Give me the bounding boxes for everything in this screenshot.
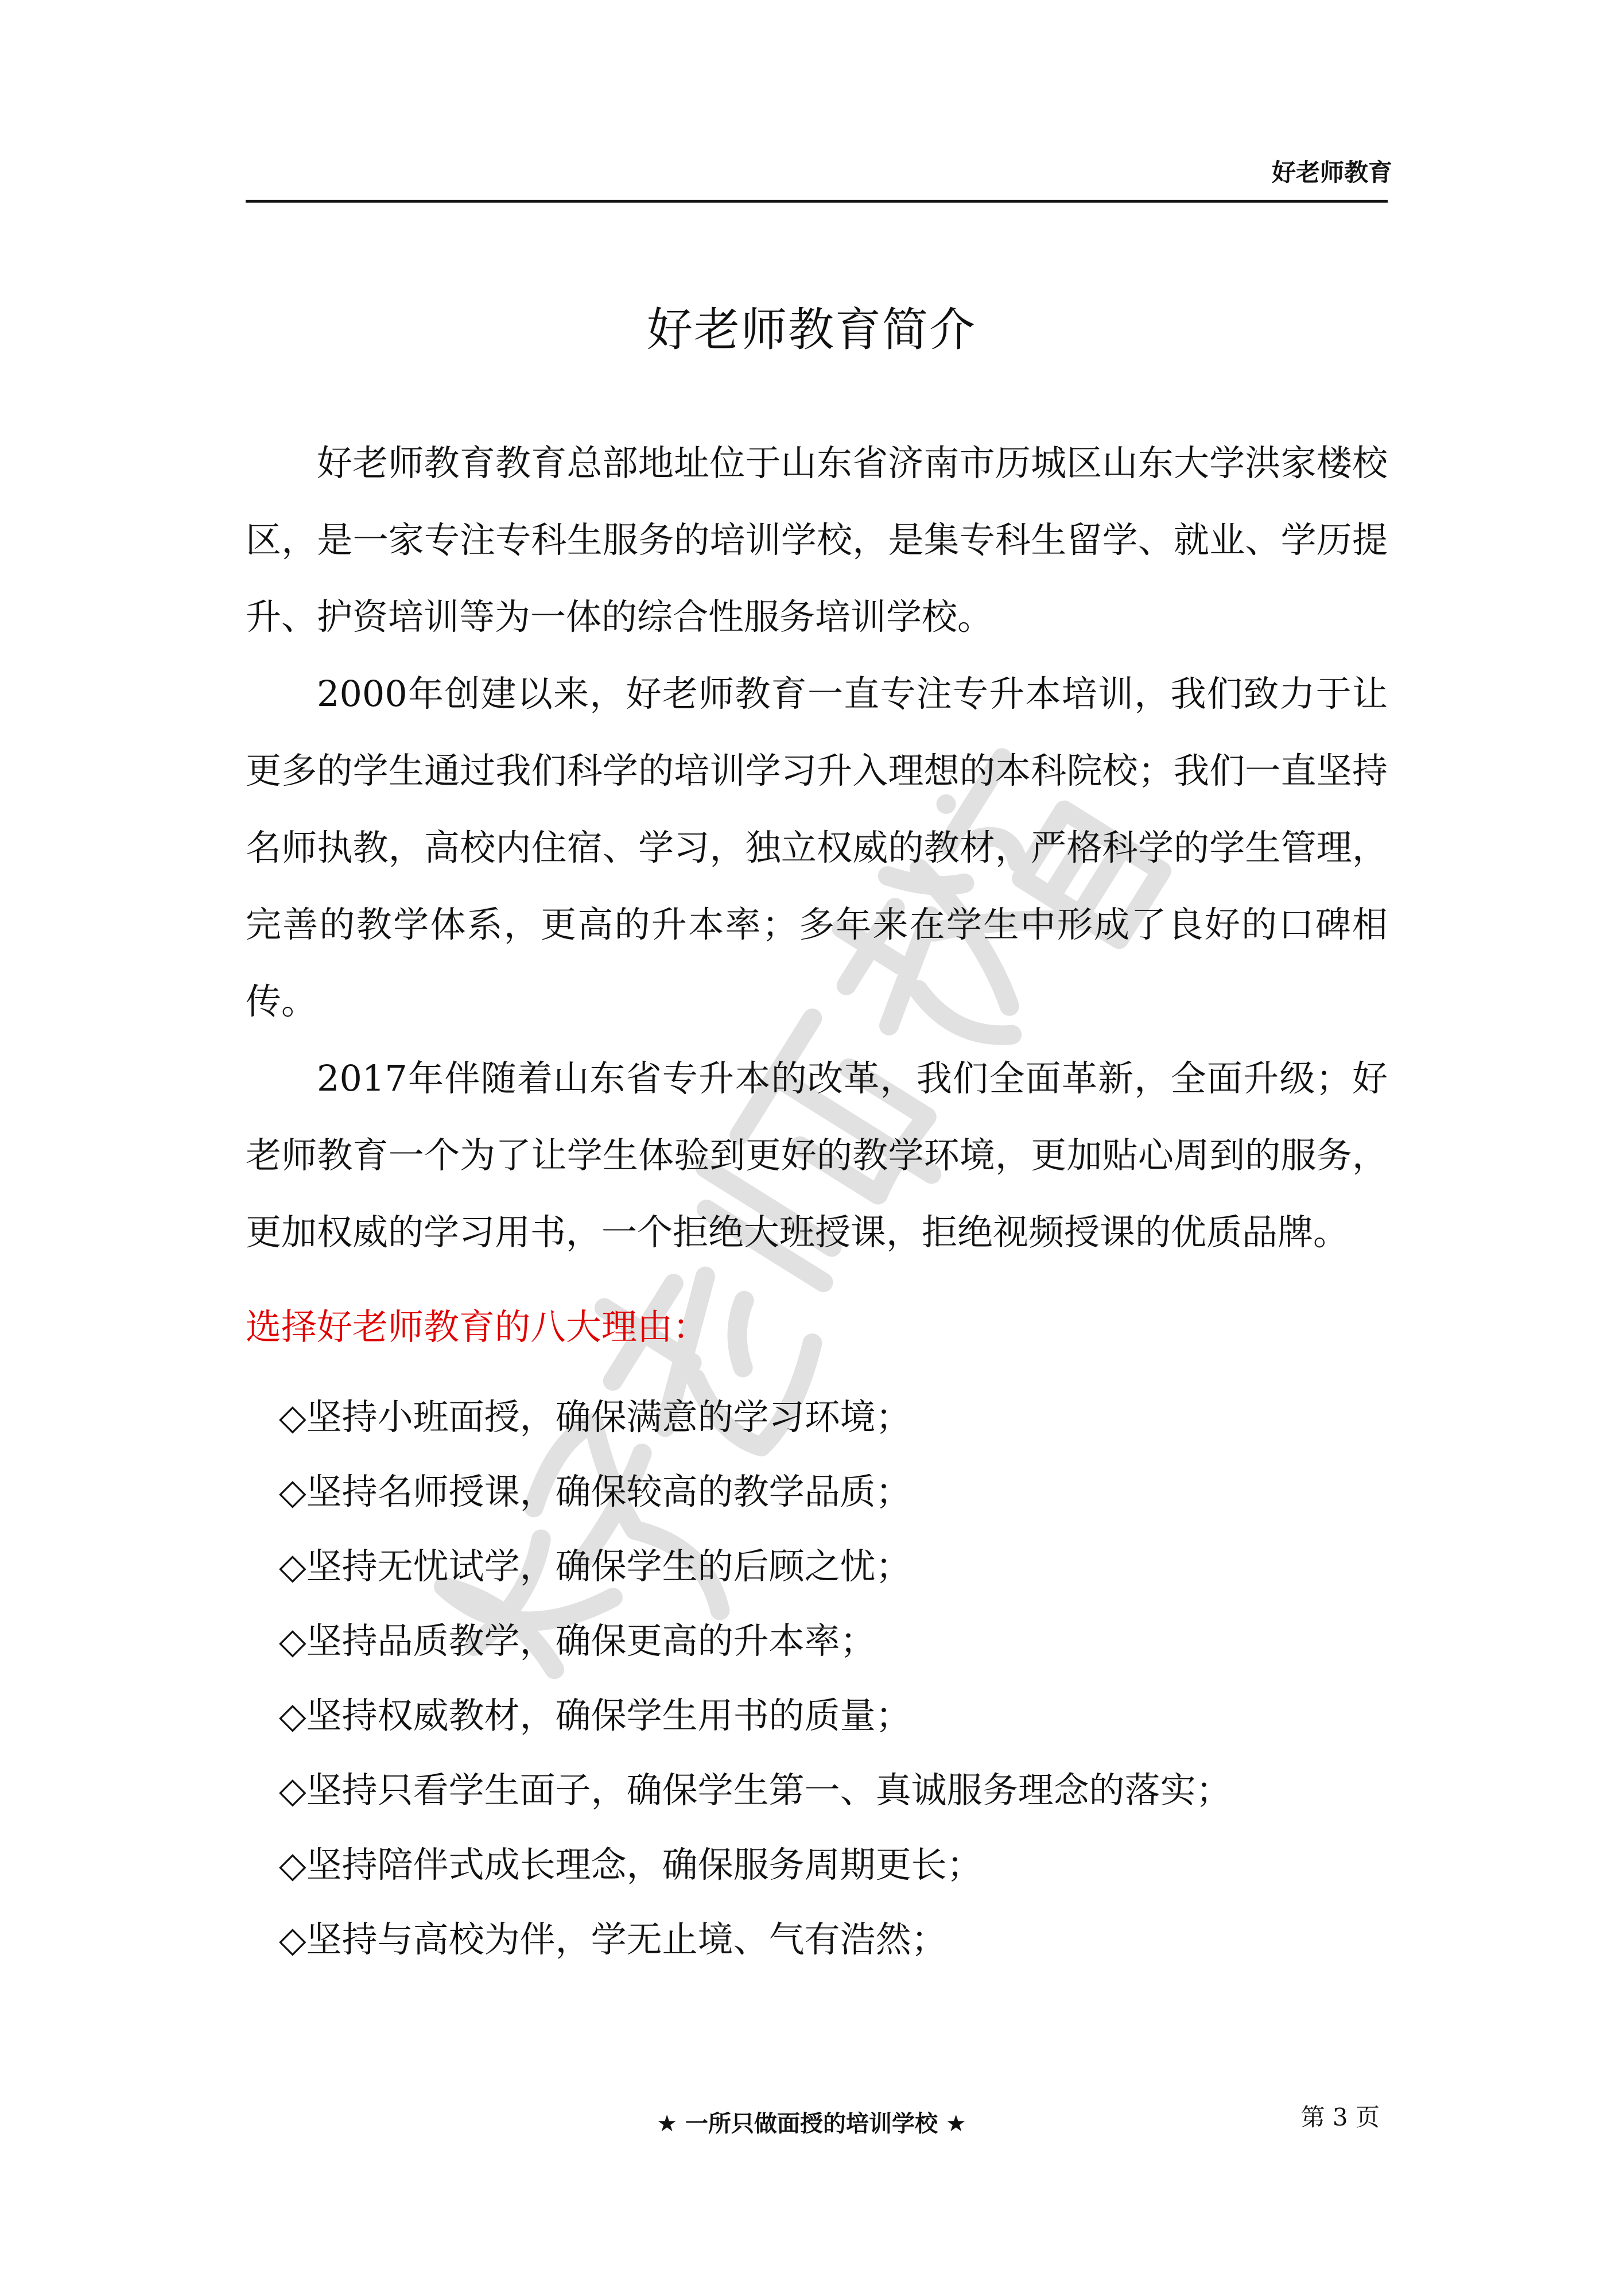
page-number: 第 3 页	[1300, 2103, 1380, 2131]
footer-slogan: ★ 一所只做面授的培训学校 ★	[657, 2111, 966, 2137]
reason-item: ◇坚持权威教材，确保学生用书的质量；	[279, 1694, 911, 1736]
reasons-heading: 选择好老师教育的八大理由：	[246, 1306, 709, 1348]
document-title: 好老师教育简介	[647, 303, 976, 356]
reason-item: ◇坚持名师授课，确保较高的教学品质；	[279, 1471, 911, 1512]
reason-item: ◇坚持与高校为伴，学无止境、气有浩然；	[279, 1918, 947, 1960]
reason-item: ◇坚持无忧试学，确保学生的后顾之忧；	[279, 1545, 911, 1587]
reason-item: ◇坚持陪伴式成长理念，确保服务周期更长；	[279, 1844, 983, 1886]
paragraph-history: 2000年创建以来，好老师教育一直专注专升本培训，我们致力于让更多的学生通过我们科学的培训学习升入理想的本科院校；我们一直坚持名师执教，高校内住宿、学习，独立权威的教材，严格科学的学生管理，完善的教学体系，更高的升本率；多年来在学生中形成了良好的口碑相传。	[246, 673, 1388, 1022]
paragraph-reform: 2017年伴随着山东省专升本的改革，我们全面革新，全面升级；好老师教育一个为了让学生体验到更好的教学环境，更加贴心周到的服务，更加权威的学习用书，一个拒绝大班授课，拒绝视频授课的优质品牌。	[246, 1057, 1388, 1253]
running-header-brand: 好老师教育	[1271, 158, 1392, 187]
reasons-list	[279, 1380, 1232, 1977]
reason-item: ◇坚持小班面授，确保满意的学习环境；	[279, 1396, 911, 1438]
paragraph-intro: 好老师教育教育总部地址位于山东省济南市历城区山东大学洪家楼校区，是一家专注专科生服务的培训学校，是集专科生留学、就业、学历提升、护资培训等为一体的综合性服务培训学校。	[246, 442, 1388, 638]
body-text	[246, 425, 1388, 1271]
reason-item: ◇坚持只看学生面子，确保学生第一、真诚服务理念的落实；	[279, 1769, 1232, 1811]
reason-item: ◇坚持品质教学，确保更高的升本率；	[279, 1620, 876, 1662]
header-rule	[246, 200, 1388, 203]
